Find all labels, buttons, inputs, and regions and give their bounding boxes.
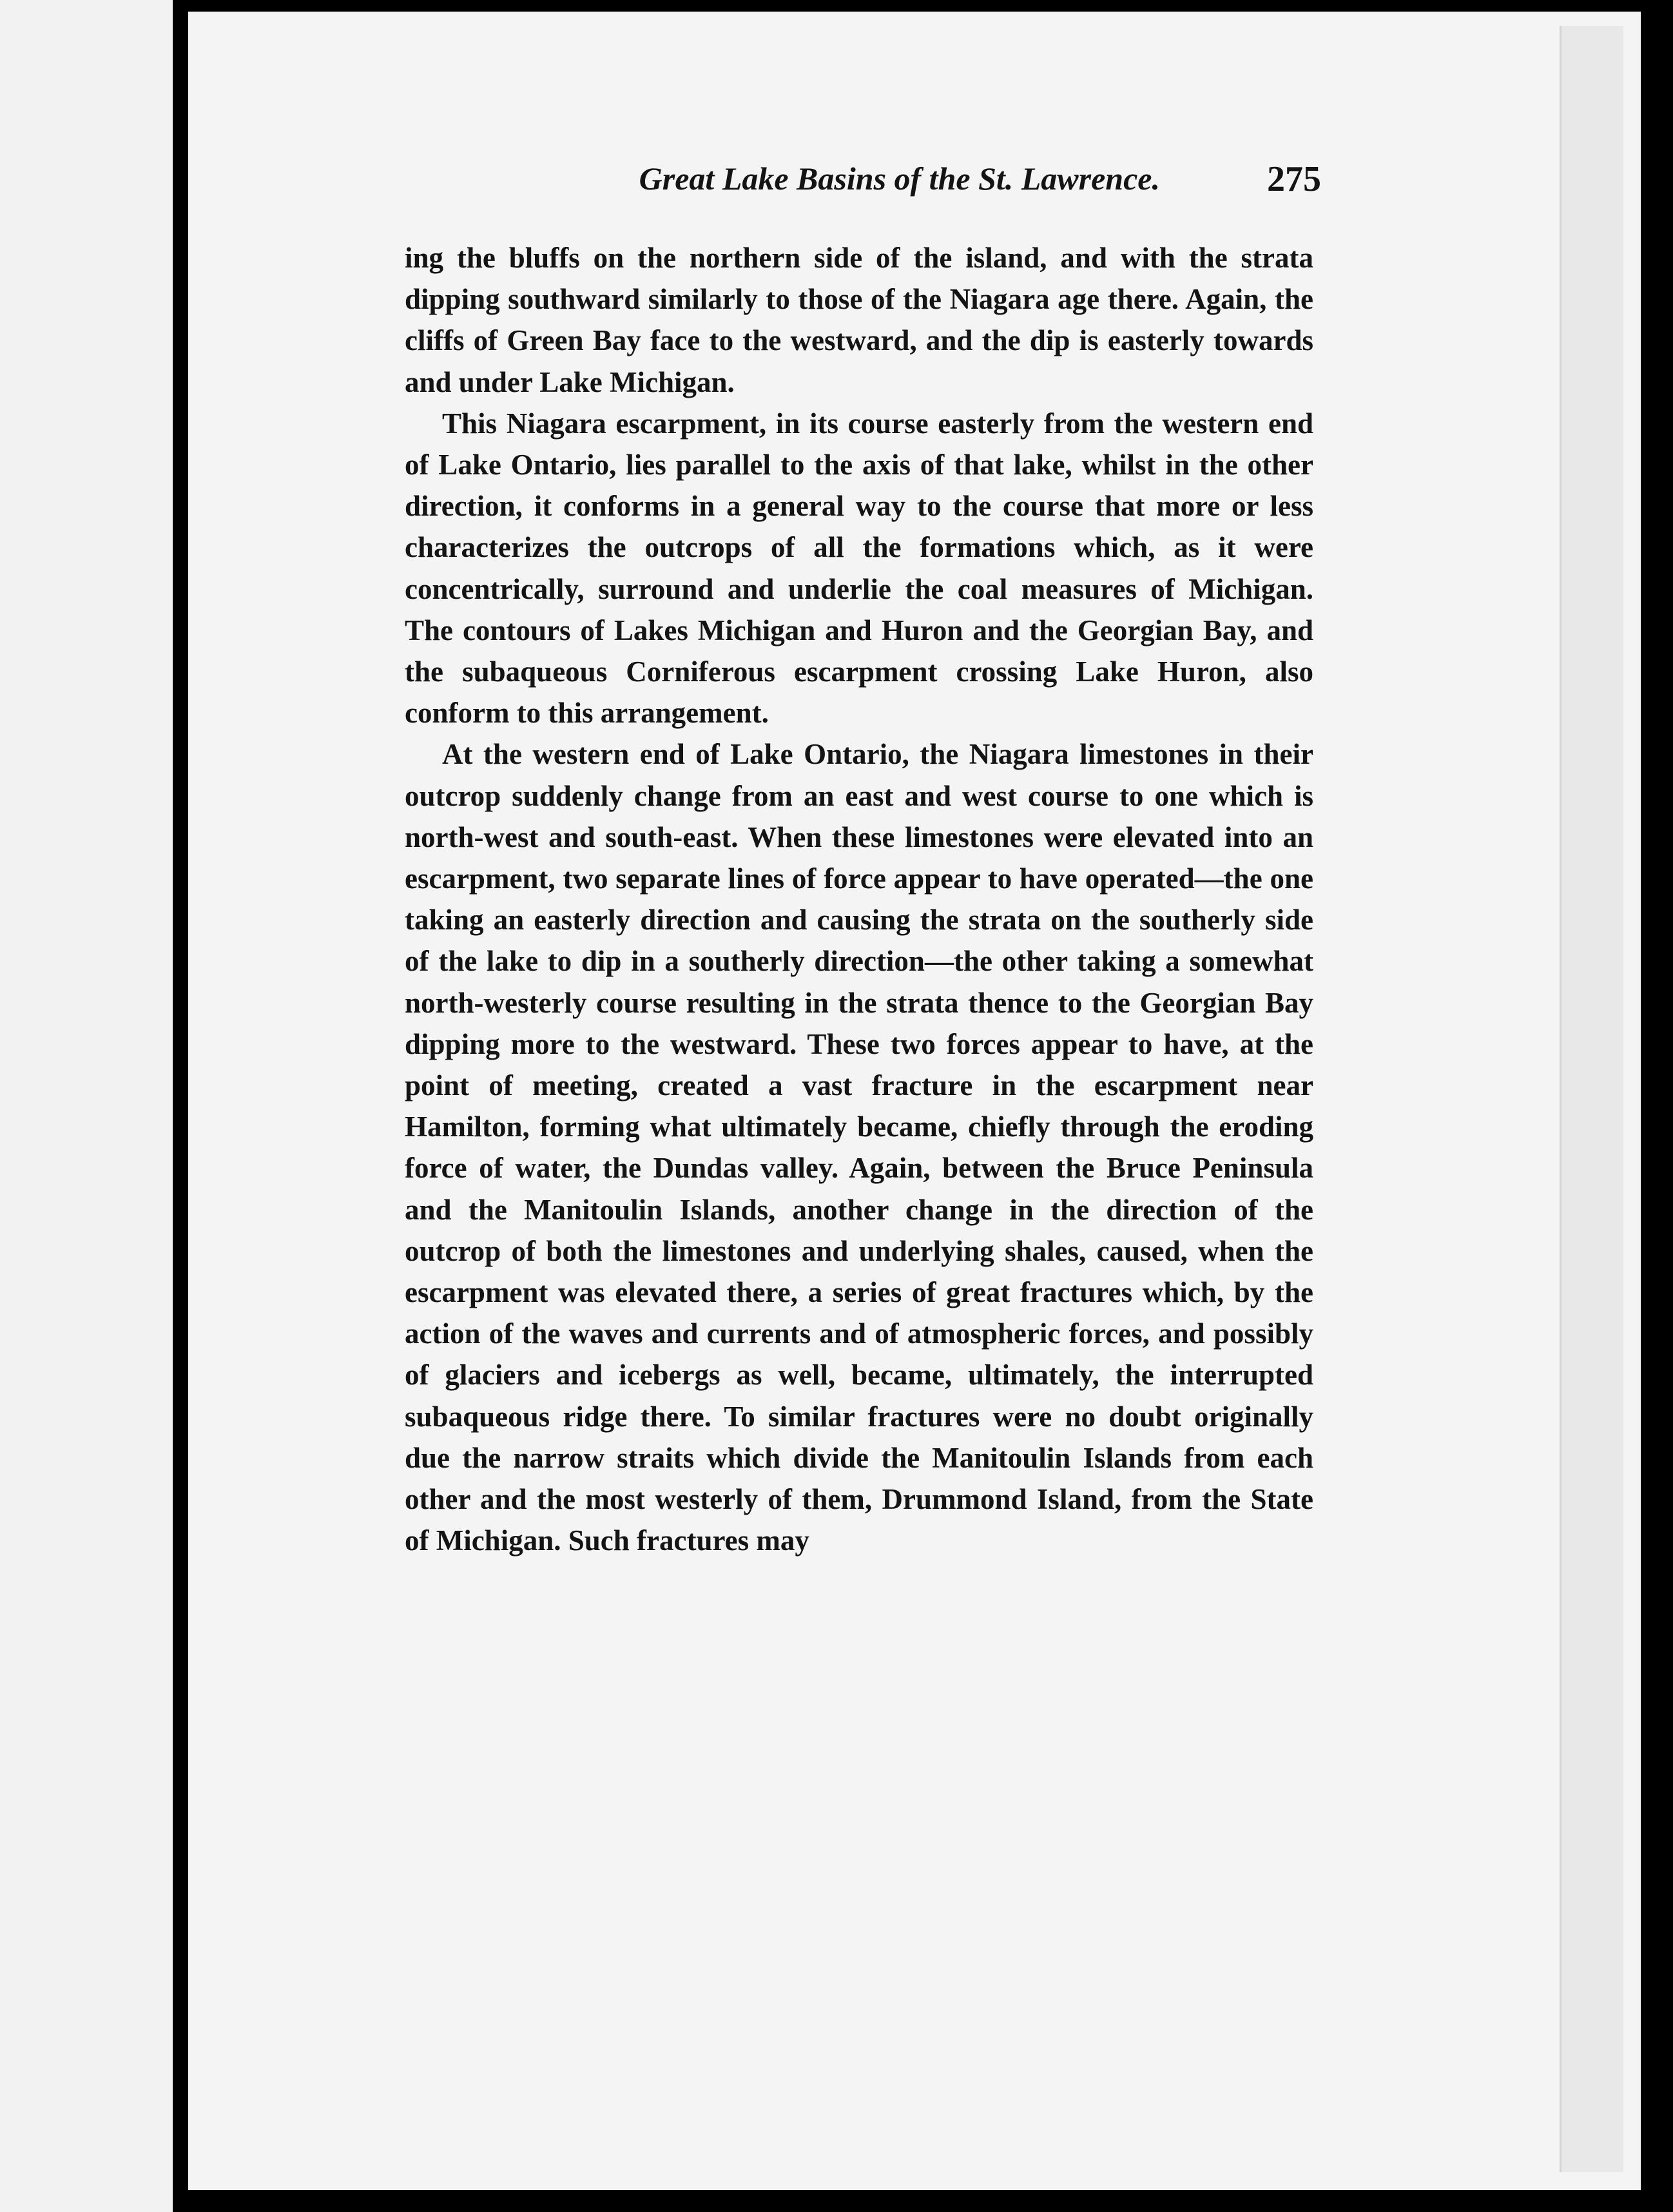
left-page-edge <box>0 0 173 2212</box>
running-head <box>412 160 1321 224</box>
page-edge-strip <box>1560 26 1623 2172</box>
paragraph-2: This Niagara escarpment, in its course easterly from the western end of Lake Ontario, lies parallel to the axis of that lake, whilst in the other direction, it conforms in a general way to the course that more or less characterizes the outcrops of all the formations which, as it were concentrically, surround and underlie the coal measures of Michigan. The contours of Lakes Michigan and Huron and the Georgian Bay, and the subaqueous Corniferous escarpment crossing Lake Huron, also conform to this arrangement. <box>405 407 1313 730</box>
paragraph-1: ing the bluffs on the northern side of the island, and with the strata dipping southward similarly to those of the Niagara age there. Again, the cliffs of Green Bay face to the westward, and the dip is easterly towards and under Lake Michigan. <box>405 242 1313 398</box>
running-title: Great Lake Basins of the St. Lawrence. <box>639 160 1160 197</box>
body-text <box>405 237 1313 1562</box>
page-number: 275 <box>1267 159 1321 199</box>
paragraph-3: At the western end of Lake Ontario, the Niagara limestones in their outcrop suddenly change from an east and west course to one which is north-west and south-east. When these limestones were elevated into an escarpment, two separate lines of force appear to have operated—the one taking an easterly direction and causing the strata on the southerly side of the lake to dip in a southerly direction—the other taking a somewhat north-westerly course resulting in the strata thence to the Georgian Bay dipping more to the westward. These two forces appear to have, at the point of meeting, created a vast fracture in the escarpment near Hamilton, forming what ultimately became, chiefly through the eroding force of water, the Dundas valley. Again, between the Bruce Peninsula and the Manitoulin Islands, another change in the direction of the outcrop of both the limestones and underlying shales, caused, when the escarpment was elevated there, a series of great fractures which, by the action of the waves and currents and of atmospheric forces, and possibly of glaciers and icebergs as well, became, ultimately, the interrupted subaqueous ridge there. To similar fractures were no doubt originally due the narrow straits which divide the Manitoulin Islands from each other and the most westerly of them, Drummond Island, from the State of Michigan. Such fractures may <box>405 738 1313 1557</box>
